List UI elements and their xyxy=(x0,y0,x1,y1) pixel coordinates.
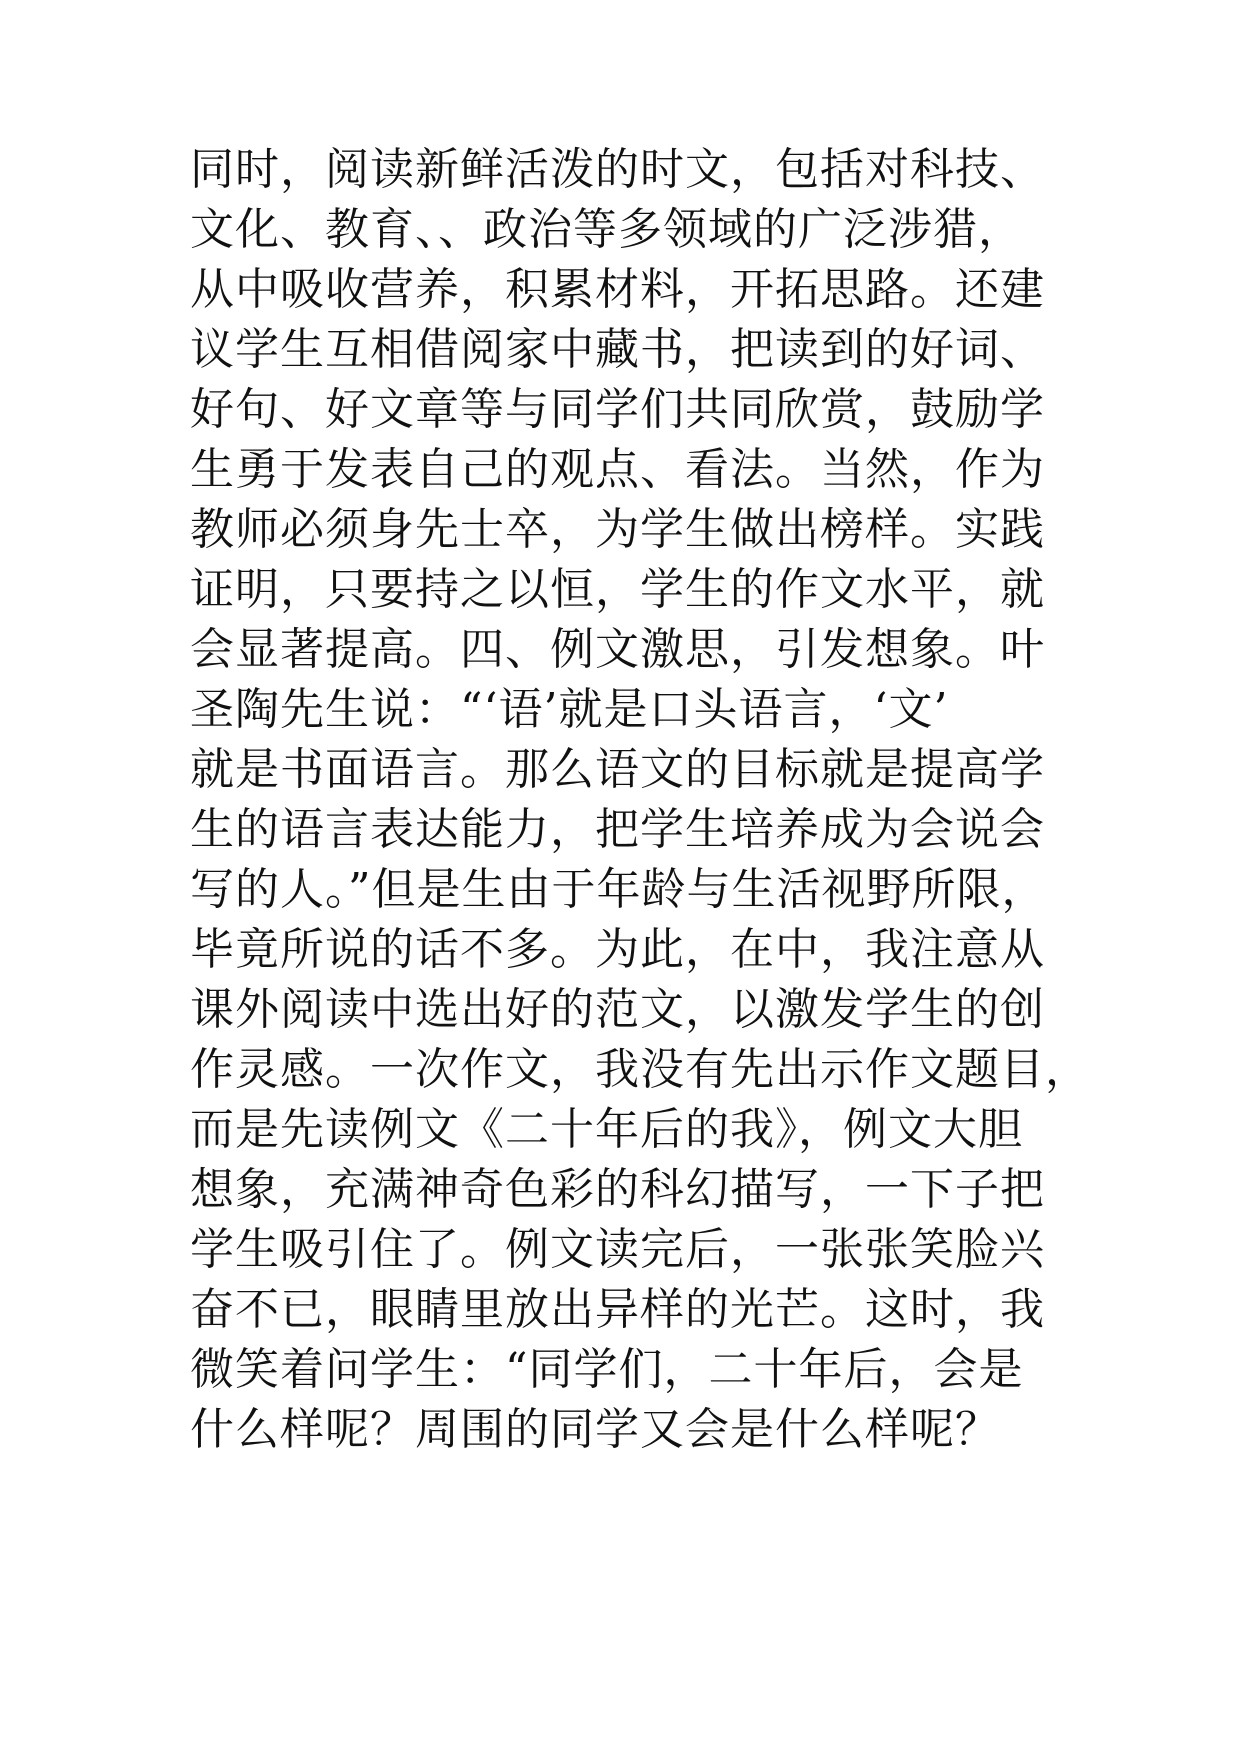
text-line: 就是书面语言。那么语文的目标就是提高学 xyxy=(190,744,1045,795)
text-line: 教师必须身先士卒，为学生做出榜样。实践 xyxy=(190,504,1045,555)
text-line: 微笑着问学生：“同学们，二十年后，会是 xyxy=(190,1344,1024,1395)
text-line: 课外阅读中选出好的范文，以激发学生的创 xyxy=(190,984,1045,1035)
text-line: 证明，只要持之以恒，学生的作文水平，就 xyxy=(190,564,1045,615)
text-line: 生勇于发表自己的观点、看法。当然，作为 xyxy=(190,444,1045,495)
text-line: 同时，阅读新鲜活泼的时文，包括对科技、 xyxy=(190,144,1045,195)
text-line: 从中吸收营养，积累材料，开拓思路。还建 xyxy=(190,264,1045,315)
text-line: 议学生互相借阅家中藏书，把读到的好词、 xyxy=(190,324,1045,375)
body-text xyxy=(190,140,1090,1460)
text-line: 作灵感。一次作文，我没有先出示作文题目， xyxy=(190,1044,1090,1095)
text-line: 奋不已，眼睛里放出异样的光芒。这时，我 xyxy=(190,1284,1045,1335)
text-line: 文化、教育、、政治等多领域的广泛涉猎， xyxy=(190,204,1023,255)
text-line: 想象，充满神奇色彩的科幻描写，一下子把 xyxy=(190,1164,1045,1215)
text-line: 毕竟所说的话不多。为此，在中，我注意从 xyxy=(190,924,1045,975)
text-line: 生的语言表达能力，把学生培养成为会说会 xyxy=(190,804,1045,855)
text-line: 而是先读例文《二十年后的我》，例文大胆 xyxy=(190,1104,1023,1155)
text-line: 什么样呢？周围的同学又会是什么样呢？ xyxy=(190,1404,1000,1455)
text-line: 写的人。”但是生由于年龄与生活视野所限， xyxy=(190,864,1047,915)
text-line: 学生吸引住了。例文读完后，一张张笑脸兴 xyxy=(190,1224,1045,1275)
text-line: 好句、好文章等与同学们共同欣赏，鼓励学 xyxy=(190,384,1045,435)
text-line: 会显著提高。四、例文激思，引发想象。叶 xyxy=(190,624,1045,675)
text-line: 圣陶先生说：“‘语’就是口头语言，‘文’ xyxy=(190,684,949,735)
